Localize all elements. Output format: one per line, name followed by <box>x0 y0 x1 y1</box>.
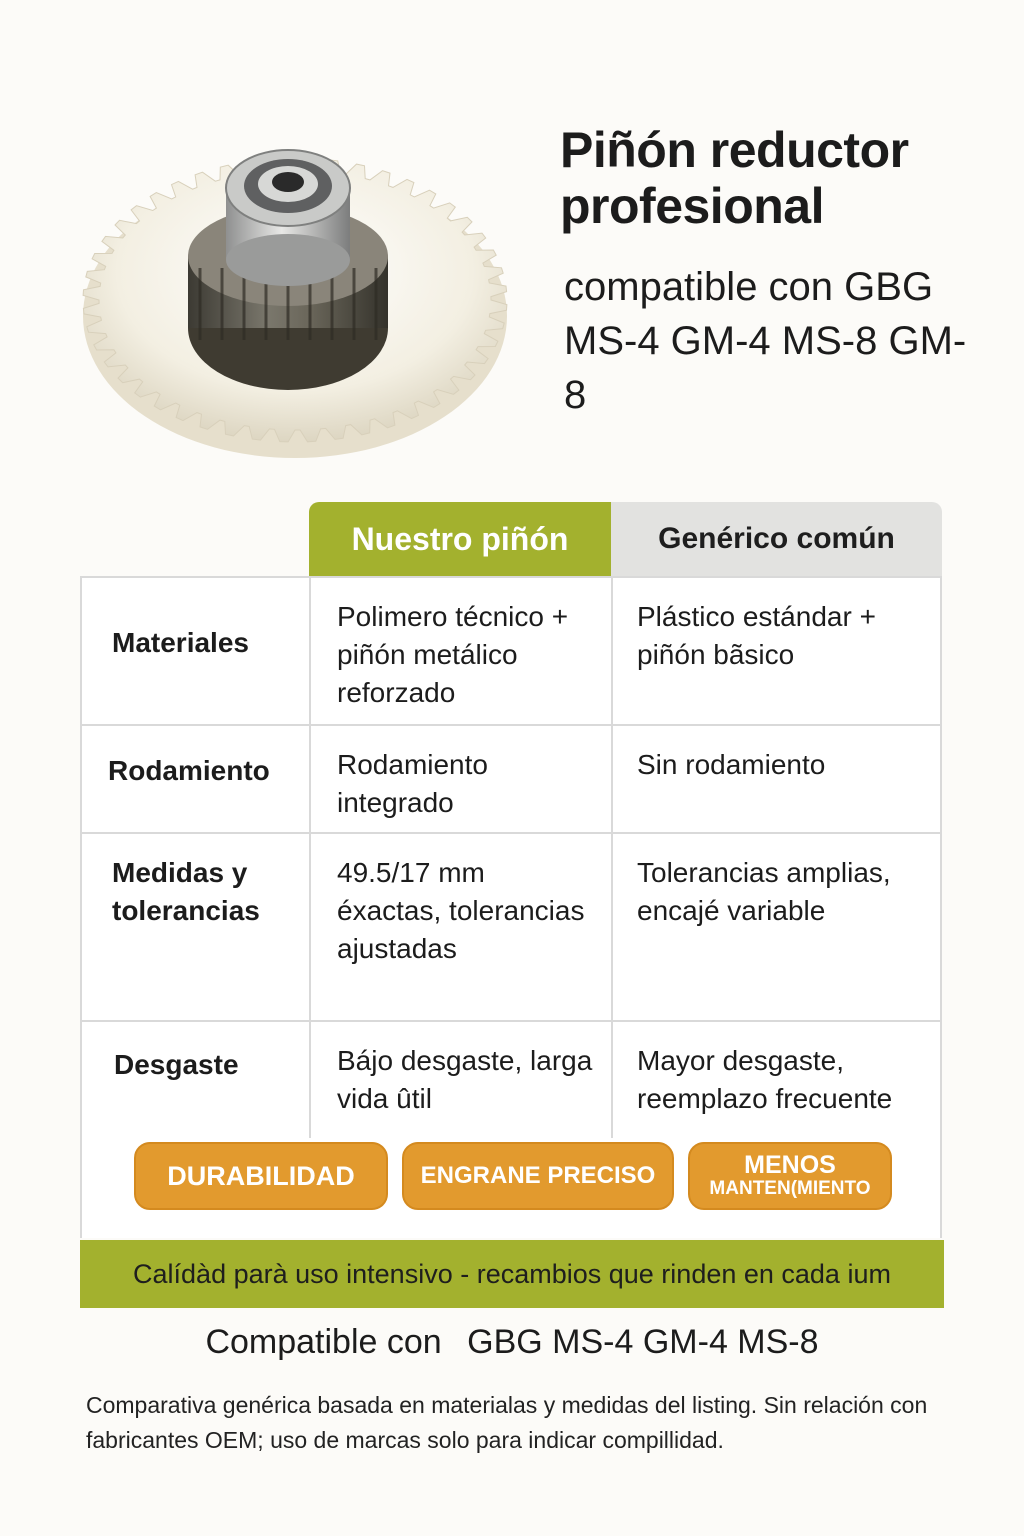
cell-generic: Mayor desgaste, reemplazo frecuente <box>637 1045 893 1114</box>
comparison-table <box>80 502 942 1238</box>
feature-badges <box>82 1138 940 1238</box>
cell-generic: Tolerancias amplias, encajé variable <box>637 857 891 926</box>
badge-durability: DURABILIDAD <box>134 1142 388 1210</box>
table-row <box>82 726 940 834</box>
compatibility-line <box>0 1318 1024 1366</box>
cell-ours: 49.5/17 mm éxactas, tolerancias ajustadas <box>311 834 613 1020</box>
compat-models: GBG MS-4 GM-4 MS-8 <box>467 1323 819 1361</box>
badge-precise-gear: ENGRANE PRECISO <box>402 1142 674 1210</box>
compat-prefix: Compatible con <box>205 1323 442 1361</box>
row-label: Medidas y tolerancias <box>82 834 311 1020</box>
badge-less-line2: MANTEN(MIENTO <box>709 1178 871 1199</box>
product-title: Piñón reductor profesional <box>560 122 909 234</box>
product-subtitle: compatible con GBG MS-4 GM-4 MS-8 GM-8 <box>564 265 967 417</box>
badge-less-maintenance <box>688 1142 892 1210</box>
cell-generic: Plástico estándar + piñón bãsico <box>637 601 876 670</box>
column-header-generic: Genérico común <box>611 502 942 576</box>
row-label: Rodamiento <box>82 726 311 832</box>
quality-banner: Calídàd parà uso intensivo - recambios que rinden en cada ium <box>80 1240 944 1308</box>
table-row <box>82 578 940 726</box>
row-label: Desgaste <box>82 1022 311 1138</box>
cell-ours: Rodamiento integrado <box>311 726 613 832</box>
badge-less-line1: MENOS <box>744 1151 836 1179</box>
cell-ours: Polimero técnico + piñón metálico reforzado <box>311 578 613 724</box>
table-row <box>82 834 940 1022</box>
cell-ours: Bájo desgaste, larga vida ûtil <box>311 1022 613 1138</box>
comparison-grid <box>80 576 942 1238</box>
gear-pinion-with-bearing-image <box>80 78 520 478</box>
disclaimer-text: Comparativa genérica basada en materialas y medidas del listing. Sin relación con fabricantes OEM; uso de marcas solo para indicar compillidad. <box>86 1392 928 1453</box>
table-row <box>82 1022 940 1138</box>
column-header-ours: Nuestro piñón <box>309 502 611 576</box>
row-label: Materiales <box>82 578 311 724</box>
cell-generic: Sin rodamiento <box>637 749 826 780</box>
table-header <box>80 502 942 576</box>
